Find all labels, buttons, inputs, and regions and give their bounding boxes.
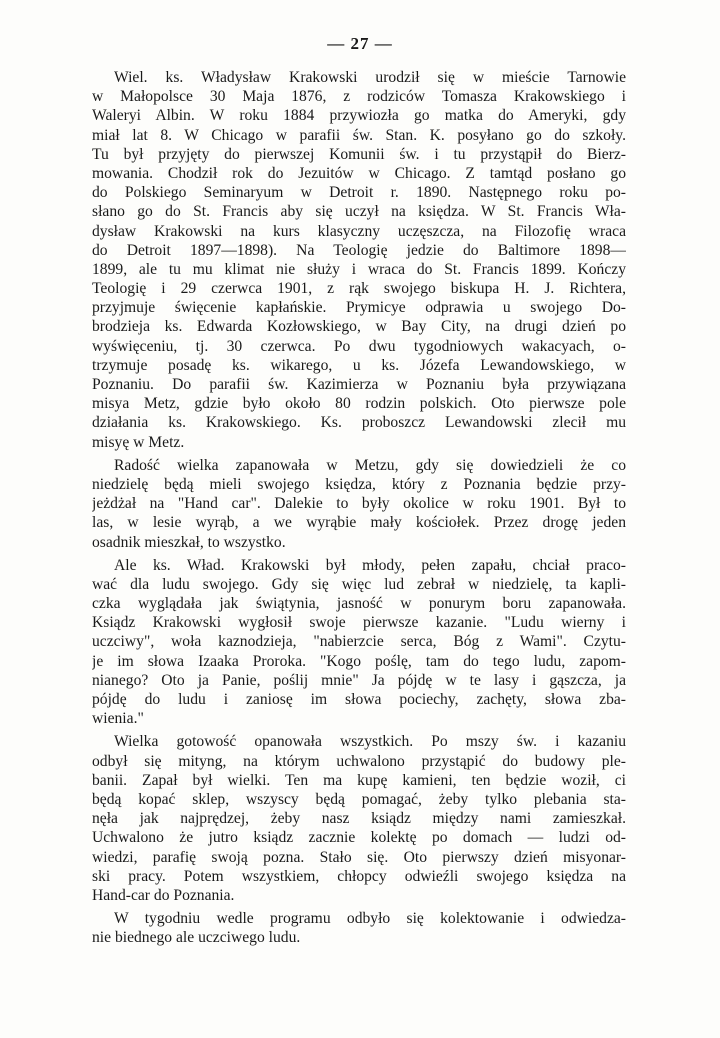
text-line: niedzielę będą mieli swojego księdza, który z Poznania będzie przy- (92, 475, 626, 493)
text-line: do Detroit 1897—1898). Na Teologię jedzie do Baltimore 1898— (92, 241, 626, 259)
text-line: Wiel. ks. Władysław Krakowski urodził się w mieście Tarnowie (114, 69, 626, 86)
text-line: brodzieja ks. Edwarda Kozłowskiego, w Bay City, na drugi dzień po (92, 318, 626, 336)
text-line: misya Metz, gdzie było około 80 rodzin polskich. Oto pierwsze pole (92, 395, 626, 413)
page-number: — 27 — (327, 34, 393, 53)
text-line: Teologię i 29 czerwca 1901, z rąk swojego biskupa H. J. Richtera, (92, 280, 626, 298)
text-line: pójdę do ludu i zaniosę im słowa pociechy, zachęty, słowa zba- (92, 691, 626, 708)
text-line: słano go do St. Francis aby się uczył na księdza. W St. Francis Wła- (92, 203, 626, 221)
text-line: wienia." (92, 710, 144, 728)
text-line: Wielka gotowość opanowała wszystkich. Po mszy św. i kazaniu (114, 733, 626, 751)
text-line: Radość wielka zapanowała w Metzu, gdy się dowiedzieli że co (114, 456, 626, 474)
paragraph-biography (92, 68, 626, 452)
text-line: będą kopać sklep, wszyscy będą pomagać, żeby tylko plebania sta- (92, 790, 626, 808)
text-line: działania ks. Krakowskiego. Ks. proboszcz Lewandowski zlecił mu (92, 414, 626, 432)
text-line: nęła jak najprędzej, żeby nasz ksiądz między nami zamieszkał. (92, 810, 626, 828)
text-line: odbył się mityng, na którym uchwalono przystąpić do budowy ple- (92, 752, 626, 770)
text-line: w Małopolsce 30 Maja 1876, z rodziców Tomasza Krakowskiego i (92, 88, 626, 106)
paragraph-collection (92, 909, 626, 947)
text-line: dysław Krakowski na kurs klasyczny uczęszcza, na Filozofię wraca (92, 222, 626, 240)
text-line: las, w lesie wyrąb, a we wyrąbie mały kościołek. Przez drogę jeden (92, 514, 626, 532)
text-line: wać dla ludu swojego. Gdy się więc lud zebrał w niedzielę, ta kapli- (92, 575, 626, 593)
text-line: misyę w Metz. (92, 433, 185, 451)
page-text (92, 68, 626, 951)
text-line: przyjmuje święcenie kapłańskie. Prymicye odprawia u swojego Do- (92, 299, 626, 317)
text-line: miał lat 8. W Chicago w parafii św. Stan. K. posyłano go do szkoły. (92, 126, 626, 144)
text-line: Uchwalono że jutro ksiądz zacznie kolektę po domach — ludzi od- (92, 829, 626, 847)
text-line: wyświęceniu, tj. 30 czerwca. Po dwu tygodniowych wakacyach, o- (92, 337, 626, 355)
paragraph-sermon (92, 556, 626, 729)
text-line: nie biednego ale uczciwego ludu. (92, 929, 301, 947)
paragraph-metz (92, 456, 626, 552)
text-line: 1899, ale tu mu klimat nie służy i wraca do St. Francis 1899. Kończy (92, 260, 626, 278)
text-line: W tygodniu wedle programu odbyło się kolektowanie i odwiedza- (114, 910, 626, 928)
text-line: Waleryi Albin. W roku 1884 przywiozła go matka do Ameryki, gdy (92, 107, 626, 125)
text-line: mowania. Chodził rok do Jezuitów w Chicago. Z tamtąd posłano go (92, 164, 626, 182)
text-line: trzymuje posadę ks. wikarego, u ks. Józefa Lewandowskiego, w (92, 356, 626, 374)
text-line: do Polskiego Seminaryum w Detroit r. 1890. Następnego roku po- (92, 184, 626, 202)
text-line: osadnik mieszkał, to wszystko. (92, 533, 286, 551)
text-line: nianego? Oto ja Panie, poślij mnie" Ja pójdę w te lasy i gąszcza, ja (92, 671, 626, 689)
text-line: Hand-car do Poznania. (92, 886, 235, 904)
text-line: Tu był przyjęty do pierwszej Komunii św. i tu przystąpił do Bierz- (92, 145, 626, 163)
text-line: je im słowa Izaaka Proroka. "Kogo poślę, tam do tego ludu, zapom- (92, 652, 626, 670)
text-line: jeżdżał na "Hand car". Dalekie to były okolice w roku 1901. Był to (92, 495, 626, 513)
text-line: wiedzi, parafię swoją pozna. Stało się. Oto pierwszy dzień misyonar- (92, 848, 626, 866)
text-line: Ksiądz Krakowski wygłosił swoje pierwsze kazanie. "Ludu wierny i (92, 614, 626, 632)
text-line: uczciwy", woła kaznodzieja, "nabierzcie serca, Bóg z Wami". Czytu- (92, 633, 626, 651)
paragraph-meeting (92, 732, 626, 905)
text-line: Ale ks. Wład. Krakowski był młody, pełen zapału, chciał praco- (114, 556, 626, 574)
text-line: czka wyglądała jak świątynia, jasność w ponurym boru zapanowała. (92, 595, 626, 613)
text-line: ski pracy. Potem wszystkiem, chłopcy odwieźli swojego księdza na (92, 867, 626, 885)
text-line: Poznaniu. Do parafii św. Kazimierza w Poznaniu była przywiązana (92, 376, 626, 393)
text-line: banii. Zapał był wielki. Ten ma kupę kamieni, ten będzie woził, ci (92, 771, 626, 789)
